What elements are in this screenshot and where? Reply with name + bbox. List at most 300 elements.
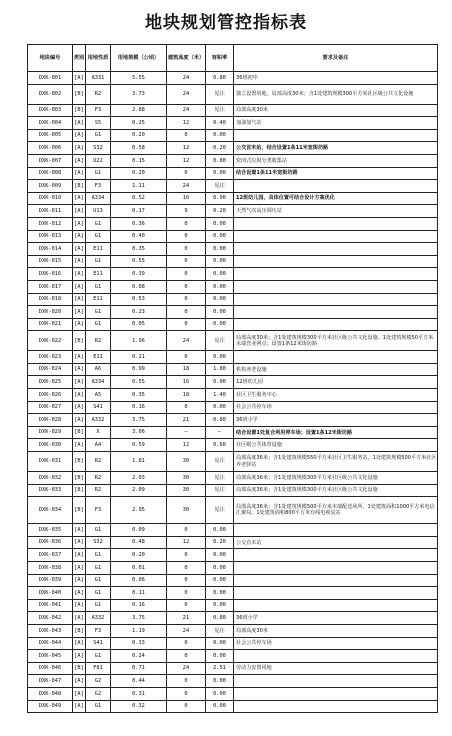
land-use-code: G1 [86, 562, 111, 575]
land-use-code: G1 [86, 700, 111, 713]
plot-code: DXK-038 [28, 562, 73, 575]
plot-code: DXK-011 [28, 205, 73, 218]
floor-area-ratio: 见注 [206, 331, 234, 351]
land-area: 0.55 [111, 376, 167, 389]
land-area: 0.01 [111, 562, 167, 575]
land-use-code: A5 [86, 389, 111, 402]
plot-code: DXK-045 [28, 650, 73, 663]
plot-code: DXK-027 [28, 401, 73, 414]
land-use-code: A331 [86, 72, 111, 85]
plot-category: [A] [73, 268, 86, 281]
table-row [28, 414, 438, 427]
requirements-note: 社会公共停车场 [234, 401, 438, 414]
table-row [28, 439, 438, 452]
building-height: 0 [167, 700, 206, 713]
land-use-code: R2 [86, 331, 111, 351]
plot-code: DXK-034 [28, 497, 73, 524]
table-row [28, 84, 438, 104]
floor-area-ratio: 0.90 [206, 376, 234, 389]
table-row [28, 662, 438, 675]
plot-code: DXK-047 [28, 675, 73, 688]
floor-area-ratio: 0.20 [206, 205, 234, 218]
plot-code: DXK-017 [28, 280, 73, 293]
table-row [28, 72, 438, 85]
requirements-note: 局部高度36米；含1处建筑规模500平方米末端配送场所、1处建筑面积1000平方米电信汇聚局、1处建筑面积800平方米有线电视局站 [234, 497, 438, 524]
land-use-code: A6 [86, 363, 111, 376]
land-area: 0.36 [111, 217, 167, 230]
land-area: 0.40 [111, 230, 167, 243]
document-title: 地块规划管控指标表 [145, 13, 307, 33]
plot-category: [A] [73, 318, 86, 331]
building-height: 12 [167, 154, 206, 167]
plot-category: [B] [73, 84, 86, 104]
building-height: 0 [167, 167, 206, 180]
land-use-code: R2 [86, 472, 111, 485]
land-use-code: E11 [86, 351, 111, 364]
plot-category: [B] [73, 104, 86, 117]
plot-category: [A] [73, 687, 86, 700]
plot-category: [B] [73, 624, 86, 637]
land-area: 0.17 [111, 205, 167, 218]
header-far: 容积率 [206, 45, 234, 72]
requirements-note: 公交首末站，结合设置1条11米宽街坊路 [234, 142, 438, 155]
plot-code: DXK-035 [28, 524, 73, 537]
plot-category: [A] [73, 217, 86, 230]
floor-area-ratio: 0.40 [206, 117, 234, 130]
land-area: 3.06 [111, 426, 167, 439]
requirements-note [234, 574, 438, 587]
floor-area-ratio: 见注 [206, 104, 234, 117]
plot-category: [A] [73, 280, 86, 293]
table-row [28, 129, 438, 142]
land-use-code: E11 [86, 268, 111, 281]
building-height: 0 [167, 255, 206, 268]
building-height: 0 [167, 687, 206, 700]
plot-category: [A] [73, 243, 86, 256]
plot-category: [A] [73, 117, 86, 130]
floor-area-ratio: 0.00 [206, 255, 234, 268]
requirements-note [234, 293, 438, 306]
plot-category: [A] [73, 574, 86, 587]
plot-code: DXK-042 [28, 612, 73, 625]
building-height: 24 [167, 84, 206, 104]
building-height: 24 [167, 104, 206, 117]
requirements-note [234, 230, 438, 243]
floor-area-ratio: 见注 [206, 180, 234, 193]
land-area: 0.35 [111, 243, 167, 256]
plot-category: [A] [73, 612, 86, 625]
building-height: 18 [167, 389, 206, 402]
floor-area-ratio: 0.20 [206, 142, 234, 155]
requirements-note [234, 549, 438, 562]
table-row [28, 154, 438, 167]
floor-area-ratio: 0.00 [206, 293, 234, 306]
land-use-code: G2 [86, 687, 111, 700]
requirements-note: 12班幼儿园，具体位置可结合设计方案优化 [234, 192, 438, 205]
plot-code: DXK-015 [28, 255, 73, 268]
requirements-note [234, 687, 438, 700]
land-area: 0.09 [111, 524, 167, 537]
land-area: 0.06 [111, 574, 167, 587]
plot-category: [A] [73, 306, 86, 319]
land-area: 0.58 [111, 142, 167, 155]
table-row [28, 331, 438, 351]
land-use-code: F3 [86, 497, 111, 524]
land-use-code: E11 [86, 243, 111, 256]
table-row [28, 574, 438, 587]
land-area: 1.81 [111, 452, 167, 472]
land-use-code: F3 [86, 624, 111, 637]
plot-code: DXK-014 [28, 243, 73, 256]
requirements-note: 社区卫生服务中心 [234, 389, 438, 402]
floor-area-ratio: 0.80 [206, 72, 234, 85]
plot-code: DXK-041 [28, 599, 73, 612]
land-use-code: A4 [86, 439, 111, 452]
land-area: 3.75 [111, 612, 167, 625]
plot-category: [B] [73, 426, 86, 439]
floor-area-ratio: 0.00 [206, 587, 234, 600]
land-use-code: G1 [86, 255, 111, 268]
plot-category: [A] [73, 562, 86, 575]
requirements-note [234, 129, 438, 142]
land-use-code: S32 [86, 142, 111, 155]
requirements-note: 12班幼儿园 [234, 376, 438, 389]
requirements-note [234, 280, 438, 293]
land-use-code: S41 [86, 637, 111, 650]
plot-category: [A] [73, 414, 86, 427]
land-use-code: X [86, 426, 111, 439]
land-area: 5.55 [111, 72, 167, 85]
plot-code: DXK-031 [28, 452, 73, 472]
building-height: 0 [167, 129, 206, 142]
floor-area-ratio: 2.51 [206, 662, 234, 675]
floor-area-ratio: 0.00 [206, 306, 234, 319]
building-height: 0 [167, 230, 206, 243]
table-row [28, 192, 438, 205]
plot-category: [A] [73, 255, 86, 268]
header-height: 建筑高度（米） [167, 45, 206, 72]
requirements-note [234, 255, 438, 268]
plot-code: DXK-040 [28, 587, 73, 600]
plot-code: DXK-010 [28, 192, 73, 205]
plot-code: DXK-033 [28, 484, 73, 497]
table-row [28, 104, 438, 117]
requirements-note: 天然气次高压调压站 [234, 205, 438, 218]
plot-category: [A] [73, 587, 86, 600]
table-header [28, 45, 438, 72]
requirements-note: 局部高度36米；含1处建筑规模550平方米社区卫生服务站、1处建筑规模500平方米社区养老驿站 [234, 452, 438, 472]
building-height: 0 [167, 599, 206, 612]
table-row [28, 255, 438, 268]
land-area: 0.20 [111, 167, 167, 180]
table-row [28, 497, 438, 524]
land-use-code: S32 [86, 536, 111, 549]
table-row [28, 562, 438, 575]
plot-category: [B] [73, 497, 86, 524]
land-use-code: A332 [86, 612, 111, 625]
requirements-note: 结合设置1处复合利用停车场；设置1条12米街坊路 [234, 426, 438, 439]
plot-category: [A] [73, 536, 86, 549]
plot-category: [A] [73, 599, 86, 612]
table-row [28, 117, 438, 130]
floor-area-ratio: 见注 [206, 84, 234, 104]
land-use-code: S41 [86, 401, 111, 414]
requirements-note: 独立设置用地，局部高度30米；含1处建筑规模300平方米社区级公共文化设施 [234, 84, 438, 104]
building-height: 0 [167, 587, 206, 600]
plot-category: [A] [73, 142, 86, 155]
requirements-note: 加油加气站 [234, 117, 438, 130]
land-use-code: G1 [86, 129, 111, 142]
land-use-code: E11 [86, 293, 111, 306]
building-height: 16 [167, 192, 206, 205]
floor-area-ratio: 见注 [206, 472, 234, 485]
building-height: 0 [167, 351, 206, 364]
plot-category: [A] [73, 389, 86, 402]
floor-area-ratio: 0.00 [206, 574, 234, 587]
floor-area-ratio: 0.00 [206, 243, 234, 256]
table-row [28, 524, 438, 537]
building-height: 18 [167, 363, 206, 376]
plot-category: [B] [73, 180, 86, 193]
table-row [28, 587, 438, 600]
land-area: 0.59 [111, 439, 167, 452]
building-height: 24 [167, 180, 206, 193]
land-area: 0.71 [111, 662, 167, 675]
plot-code: DXK-004 [28, 117, 73, 130]
building-height: 9 [167, 205, 206, 218]
plot-code: DXK-025 [28, 376, 73, 389]
plot-category: [A] [73, 154, 86, 167]
building-height: 12 [167, 117, 206, 130]
plot-category: [A] [73, 675, 86, 688]
header-category: 类别 [73, 45, 86, 72]
floor-area-ratio: 1.80 [206, 363, 234, 376]
plot-code: DXK-013 [28, 230, 73, 243]
floor-area-ratio: 0.20 [206, 536, 234, 549]
table-row [28, 484, 438, 497]
building-height: 0 [167, 401, 206, 414]
floor-area-ratio: 0.80 [206, 154, 234, 167]
floor-area-ratio: 0.00 [206, 524, 234, 537]
plot-code: DXK-001 [28, 72, 73, 85]
floor-area-ratio: 0.00 [206, 167, 234, 180]
building-height: 0 [167, 217, 206, 230]
plot-code: DXK-003 [28, 104, 73, 117]
land-area: 0.48 [111, 536, 167, 549]
table-row [28, 687, 438, 700]
building-height: 0 [167, 293, 206, 306]
plot-code: DXK-026 [28, 389, 73, 402]
floor-area-ratio: 0.80 [206, 612, 234, 625]
land-area: 3.73 [111, 84, 167, 104]
table-row [28, 376, 438, 389]
table-row [28, 306, 438, 319]
building-height: 12 [167, 142, 206, 155]
building-height: 12 [167, 439, 206, 452]
land-use-code: G1 [86, 650, 111, 663]
plot-code: DXK-028 [28, 414, 73, 427]
plot-code: DXK-002 [28, 84, 73, 104]
floor-area-ratio: 0.60 [206, 439, 234, 452]
plot-code: DXK-024 [28, 363, 73, 376]
table-row [28, 230, 438, 243]
land-area: 0.21 [111, 351, 167, 364]
plot-code: DXK-039 [28, 574, 73, 587]
requirements-note: 36班小学 [234, 414, 438, 427]
table-row [28, 650, 438, 663]
land-use-code: A334 [86, 376, 111, 389]
requirements-note [234, 562, 438, 575]
building-height: 0 [167, 280, 206, 293]
requirements-note [234, 700, 438, 713]
land-use-code: U22 [86, 154, 111, 167]
land-use-code: G1 [86, 549, 111, 562]
table-row [28, 624, 438, 637]
land-area: 0.16 [111, 401, 167, 414]
land-area: 0.32 [111, 700, 167, 713]
plot-category: [A] [73, 230, 86, 243]
table-row [28, 426, 438, 439]
land-use-code: G1 [86, 574, 111, 587]
plot-category: [A] [73, 363, 86, 376]
land-area: 0.11 [111, 587, 167, 600]
floor-area-ratio: 0.00 [206, 700, 234, 713]
building-height: 24 [167, 72, 206, 85]
land-use-code: G1 [86, 217, 111, 230]
building-height: 12 [167, 536, 206, 549]
header-code: 地块编号 [28, 45, 73, 72]
table-row [28, 363, 438, 376]
land-use-code: G1 [86, 524, 111, 537]
table-row [28, 637, 438, 650]
plot-code: DXK-020 [28, 306, 73, 319]
requirements-note: 36班小学 [234, 612, 438, 625]
floor-area-ratio: 0.00 [206, 562, 234, 575]
table-row [28, 549, 438, 562]
requirements-note: 局部高度30米；含1处建筑规模300平方米社区级公共文化设施、1处建筑规模50平方米末端营业网点；设置1条12米街坊路 [234, 331, 438, 351]
land-area: 1.19 [111, 624, 167, 637]
land-use-code: G1 [86, 167, 111, 180]
plot-code: DXK-030 [28, 439, 73, 452]
building-height: 16 [167, 376, 206, 389]
land-area: 0.31 [111, 687, 167, 700]
plot-code: DXK-044 [28, 637, 73, 650]
floor-area-ratio: 见注 [206, 497, 234, 524]
land-use-code: R2 [86, 452, 111, 472]
requirements-note: 社会公共停车场 [234, 637, 438, 650]
building-height: — [167, 426, 206, 439]
table-row [28, 180, 438, 193]
requirements-note [234, 243, 438, 256]
table-row [28, 268, 438, 281]
floor-area-ratio: 0.00 [206, 401, 234, 414]
floor-area-ratio: 见注 [206, 484, 234, 497]
floor-area-ratio: 0.00 [206, 549, 234, 562]
requirements-note: 36班初中 [234, 72, 438, 85]
land-use-code: R2 [86, 84, 111, 104]
plot-category: [A] [73, 700, 86, 713]
table-row [28, 675, 438, 688]
plot-category: [A] [73, 129, 86, 142]
land-use-code: R2 [86, 484, 111, 497]
land-use-code: F3 [86, 180, 111, 193]
land-area: 0.53 [111, 293, 167, 306]
requirements-note [234, 675, 438, 688]
table-row [28, 599, 438, 612]
land-area: 2.03 [111, 472, 167, 485]
land-area: 0.24 [111, 650, 167, 663]
land-use-code: G1 [86, 318, 111, 331]
land-use-code: G1 [86, 306, 111, 319]
plot-category: [A] [73, 650, 86, 663]
plot-category: [A] [73, 167, 86, 180]
land-area: 0.35 [111, 389, 167, 402]
land-area: 0.20 [111, 549, 167, 562]
plot-code: DXK-032 [28, 472, 73, 485]
building-height: 0 [167, 637, 206, 650]
table-row [28, 318, 438, 331]
plot-category: [A] [73, 401, 86, 414]
requirements-note: 机构养老设施 [234, 363, 438, 376]
table-body [28, 72, 438, 713]
requirements-note [234, 650, 438, 663]
plot-category: [B] [73, 472, 86, 485]
building-height: 21 [167, 612, 206, 625]
land-use-code: A334 [86, 192, 111, 205]
building-height: 0 [167, 243, 206, 256]
plot-code: DXK-018 [28, 293, 73, 306]
plot-code: DXK-037 [28, 549, 73, 562]
plot-code: DXK-046 [28, 662, 73, 675]
table-row [28, 142, 438, 155]
requirements-note [234, 587, 438, 600]
plot-category: [A] [73, 439, 86, 452]
land-use-code: G1 [86, 587, 111, 600]
floor-area-ratio: 1.40 [206, 389, 234, 402]
table-row [28, 612, 438, 625]
requirements-note [234, 180, 438, 193]
floor-area-ratio: 0.00 [206, 650, 234, 663]
land-area: 0.08 [111, 280, 167, 293]
requirements-note [234, 318, 438, 331]
floor-area-ratio: — [206, 426, 234, 439]
building-height: 0 [167, 675, 206, 688]
requirements-note [234, 351, 438, 364]
plot-code: DXK-022 [28, 331, 73, 351]
header-land-use: 用地性质 [86, 45, 111, 72]
building-height: 0 [167, 650, 206, 663]
land-area: 2.09 [111, 484, 167, 497]
requirements-note [234, 217, 438, 230]
land-use-code: G1 [86, 280, 111, 293]
table-row [28, 243, 438, 256]
building-height: 30 [167, 484, 206, 497]
building-height: 0 [167, 574, 206, 587]
table-row [28, 472, 438, 485]
plot-category: [A] [73, 72, 86, 85]
floor-area-ratio: 0.00 [206, 230, 234, 243]
land-area: 0.33 [111, 637, 167, 650]
floor-area-ratio: 0.90 [206, 192, 234, 205]
land-use-code: A332 [86, 414, 111, 427]
plot-code: DXK-006 [28, 142, 73, 155]
building-height: 0 [167, 549, 206, 562]
land-use-code: F3 [86, 104, 111, 117]
land-area: 0.15 [111, 154, 167, 167]
plot-code: DXK-029 [28, 426, 73, 439]
plot-category: [A] [73, 524, 86, 537]
control-index-table [27, 44, 438, 713]
